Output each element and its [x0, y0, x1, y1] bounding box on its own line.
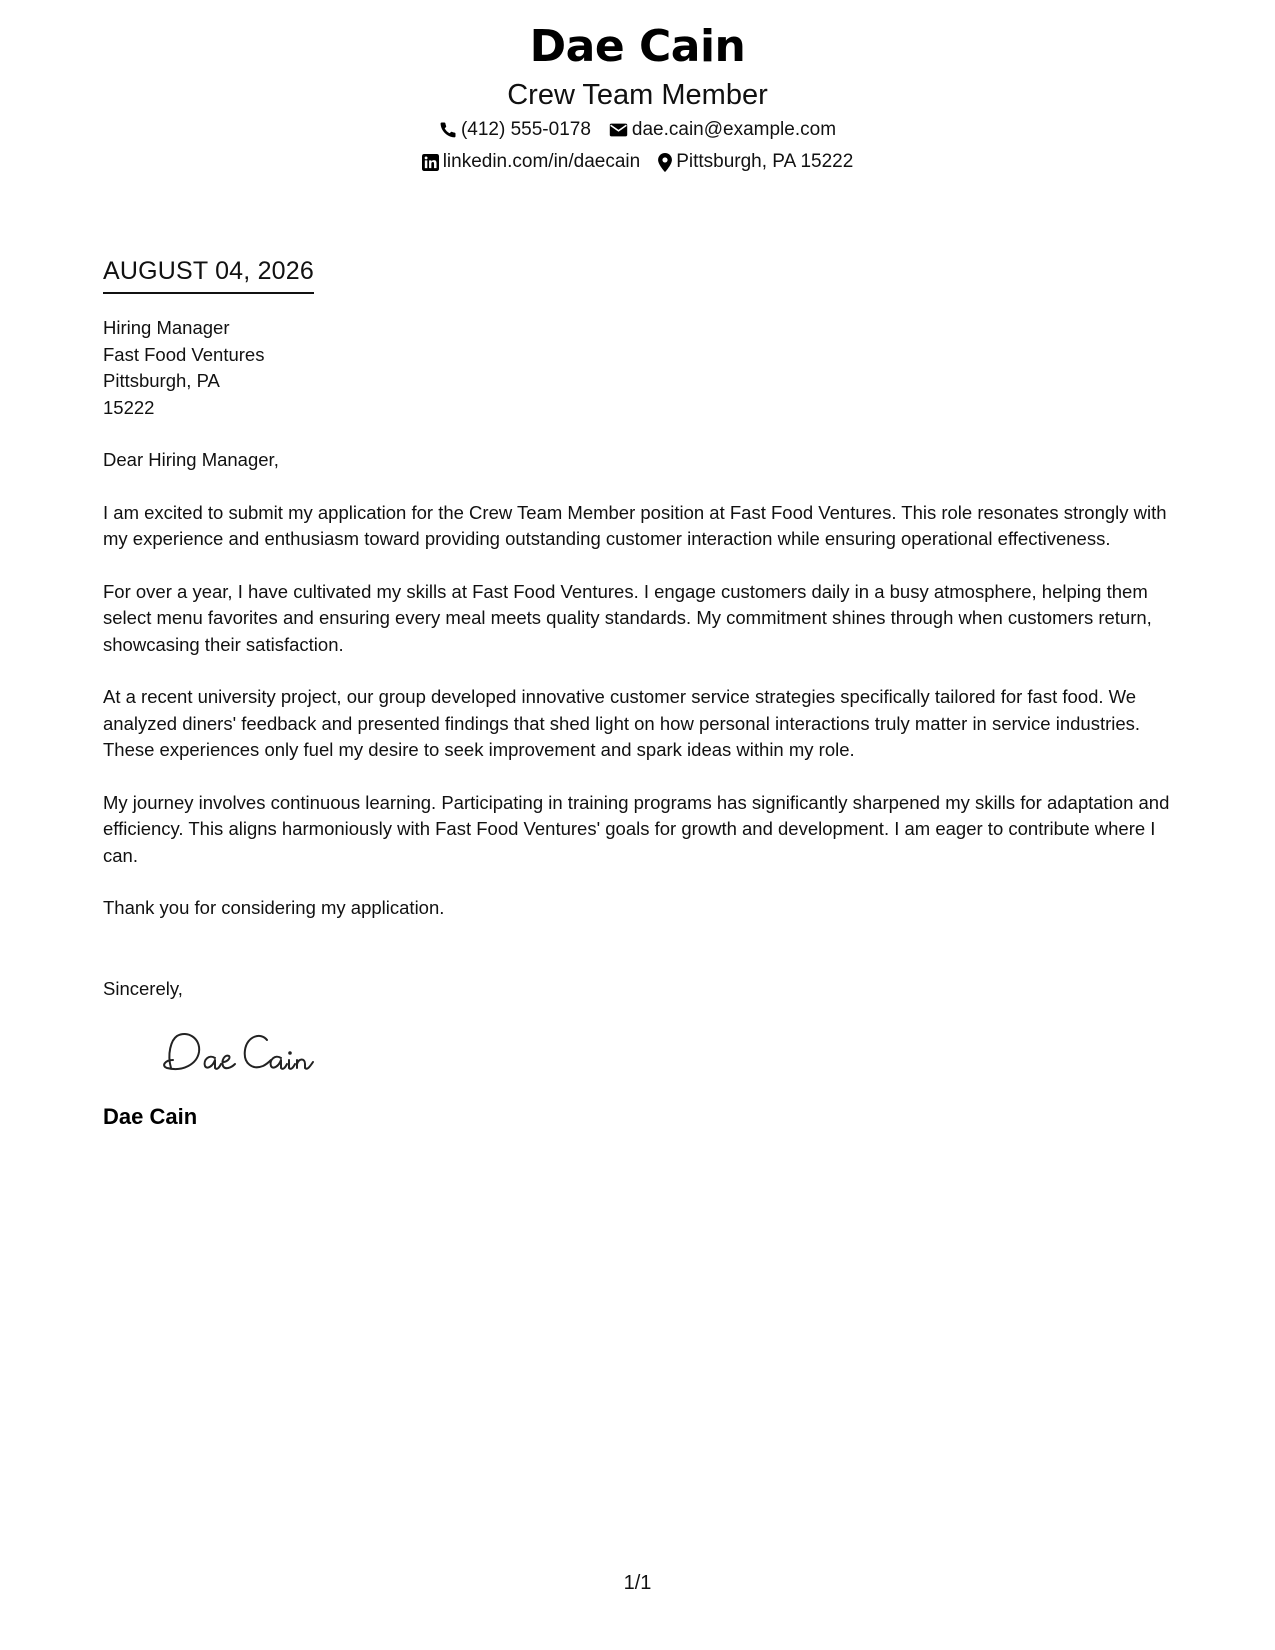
letter-body — [103, 315, 1178, 1132]
recipient-line: Fast Food Ventures — [103, 343, 265, 365]
letter-date: AUGUST 04, 2026 — [103, 254, 314, 294]
contact-phone — [439, 114, 591, 146]
location-text: Pittsburgh, PA 15222 — [676, 151, 854, 172]
body-paragraph: My journey involves continuous learning. Participating in training programs has significantly sharpened my skills for adaptation and efficiency. This aligns harmoniously with Fast Food Ventures' goals for growth and development. I am eager to contribute where I can. — [103, 791, 1170, 866]
body-paragraph: At a recent university project, our group developed innovative customer service strategies specifically tailored for fast food. We analyzed diners' feedback and presented findings that shed light on how personal interactions truly matter in service industries. These experiences only fuel my desire to seek improvement and spark ideas within my role. — [103, 686, 1141, 760]
envelope-icon — [609, 122, 628, 138]
letter-header — [0, 18, 1275, 178]
salutation: Dear Hiring Manager, — [103, 449, 279, 470]
phone-icon — [439, 121, 457, 139]
recipient-line: Pittsburgh, PA — [103, 370, 220, 391]
linkedin-icon — [422, 154, 439, 171]
signer-name: Dae Cain — [103, 1104, 198, 1129]
handwritten-signature — [157, 1024, 1178, 1084]
contact-location — [658, 146, 853, 178]
linkedin-text: linkedin.com/in/daecain — [442, 151, 641, 172]
contact-row-1 — [0, 114, 1275, 146]
applicant-name: Dae Cain — [529, 21, 746, 72]
recipient-line: 15222 — [103, 396, 155, 418]
body-paragraph: I am excited to submit my application for the Crew Team Member position at Fast Food Ventures. This role resonates strongly with my experience and enthusiasm toward providing outstanding customer interaction while ensuring operational effectiveness. — [103, 501, 1167, 549]
body-paragraph: For over a year, I have cultivated my skills at Fast Food Ventures. I engage customers daily in a busy atmosphere, helping them select menu favorites and ensuring every meal meets quality standards. My commitment shines through when customers return, showcasing their satisfaction. — [103, 580, 1152, 655]
contact-row-2 — [0, 146, 1275, 178]
body-paragraph: Thank you for considering my application. — [103, 897, 445, 918]
phone-text: (412) 555-0178 — [460, 119, 591, 140]
map-pin-icon — [658, 153, 672, 172]
email-text: dae.cain@example.com — [631, 119, 837, 140]
job-title: Crew Team Member — [507, 79, 768, 111]
closing: Sincerely, — [103, 977, 183, 999]
contact-linkedin — [422, 146, 641, 178]
page-number: 1/1 — [623, 1572, 652, 1594]
letter-date-block — [103, 254, 314, 294]
recipient-line: Hiring Manager — [103, 317, 230, 338]
recipient-address — [103, 315, 1178, 421]
contact-email — [609, 114, 836, 146]
